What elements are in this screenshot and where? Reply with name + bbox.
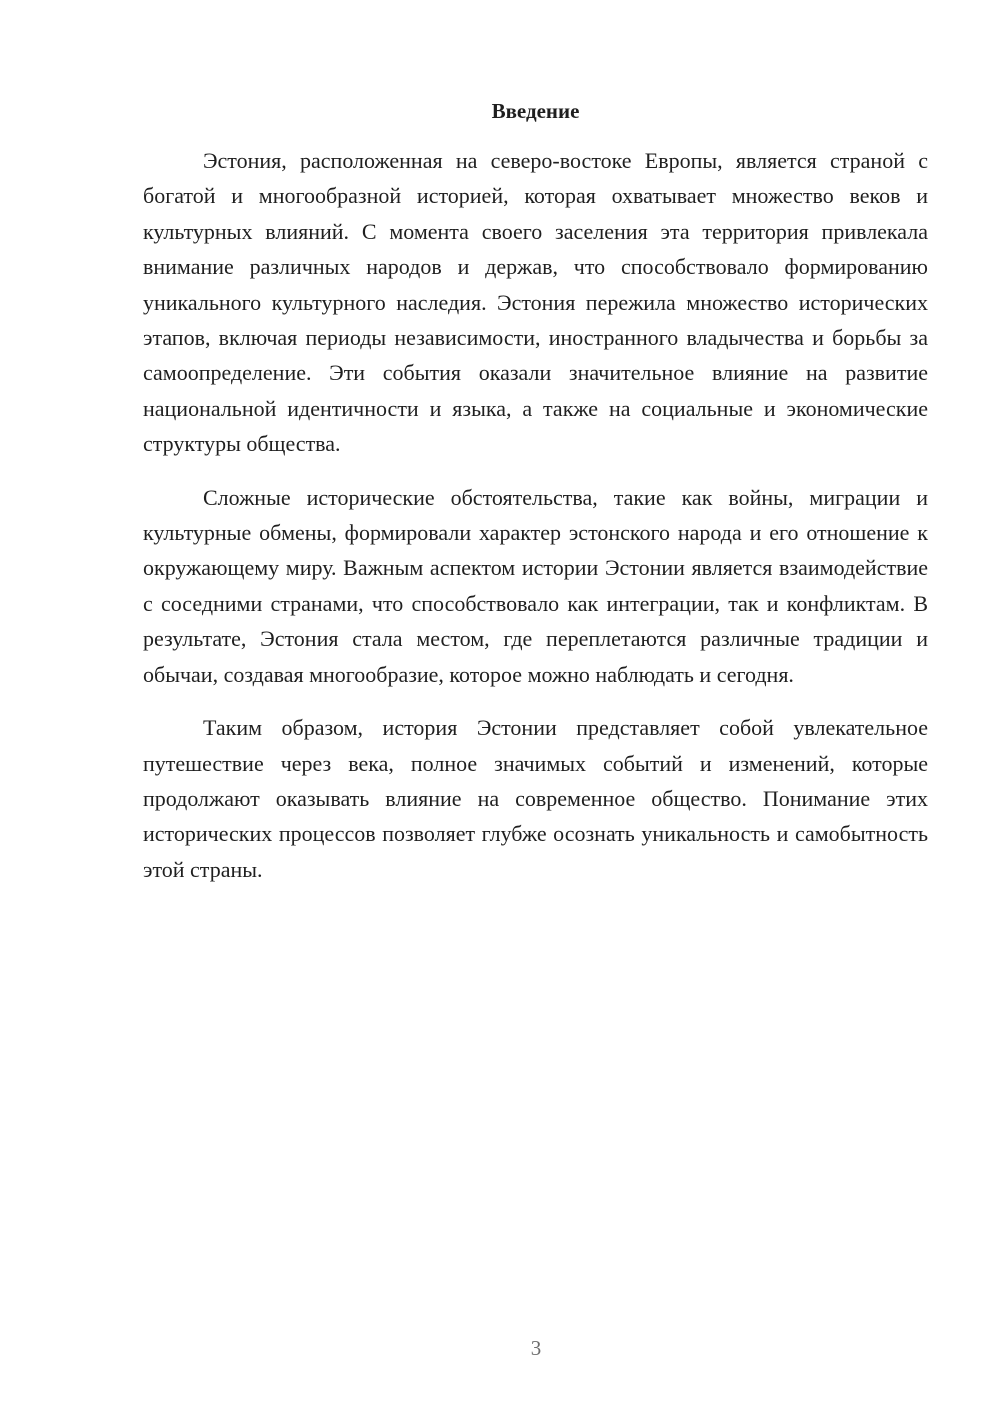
section-heading: Введение [491,99,580,123]
paragraph-3: Таким образом, история Эстонии представляет собой увлекательное путешествие через века, полное значимых событий и изменений, которые продолжают оказывать влияние на современное общество. Понимание этих исторических процессов позволяет глубже осознать уникальность и самобытность этой страны. [143,715,928,882]
document-body [143,143,928,887]
page-number: 3 [530,1336,542,1360]
paragraph-2: Сложные исторические обстоятельства, такие как войны, миграции и культурные обмены, формировали характер эстонского народа и его отношение к окружающему миру. Важным аспектом истории Эстонии является взаимодействие с соседними странами, что способствовало как интеграции, так и конфликтам. В результате, Эстония стала местом, где переплетаются различные традиции и обычаи, создавая многообразие, которое можно наблюдать и сегодня. [143,484,928,687]
paragraph-1: Эстония, расположенная на северо-востоке Европы, является страной с богатой и многообразной историей, которая охватывает множество веков и культурных влияний. С момента своего заселения эта территория привлекала внимание различных народов и держав, что способствовало формированию уникального культурного наследия. Эстония пережила множество исторических этапов, включая периоды независимости, иностранного владычества и борьбы за самоопределение. Эти события оказали значительное влияние на развитие национальной идентичности и языка, а также на социальные и экономические структуры общества. [143,148,928,457]
